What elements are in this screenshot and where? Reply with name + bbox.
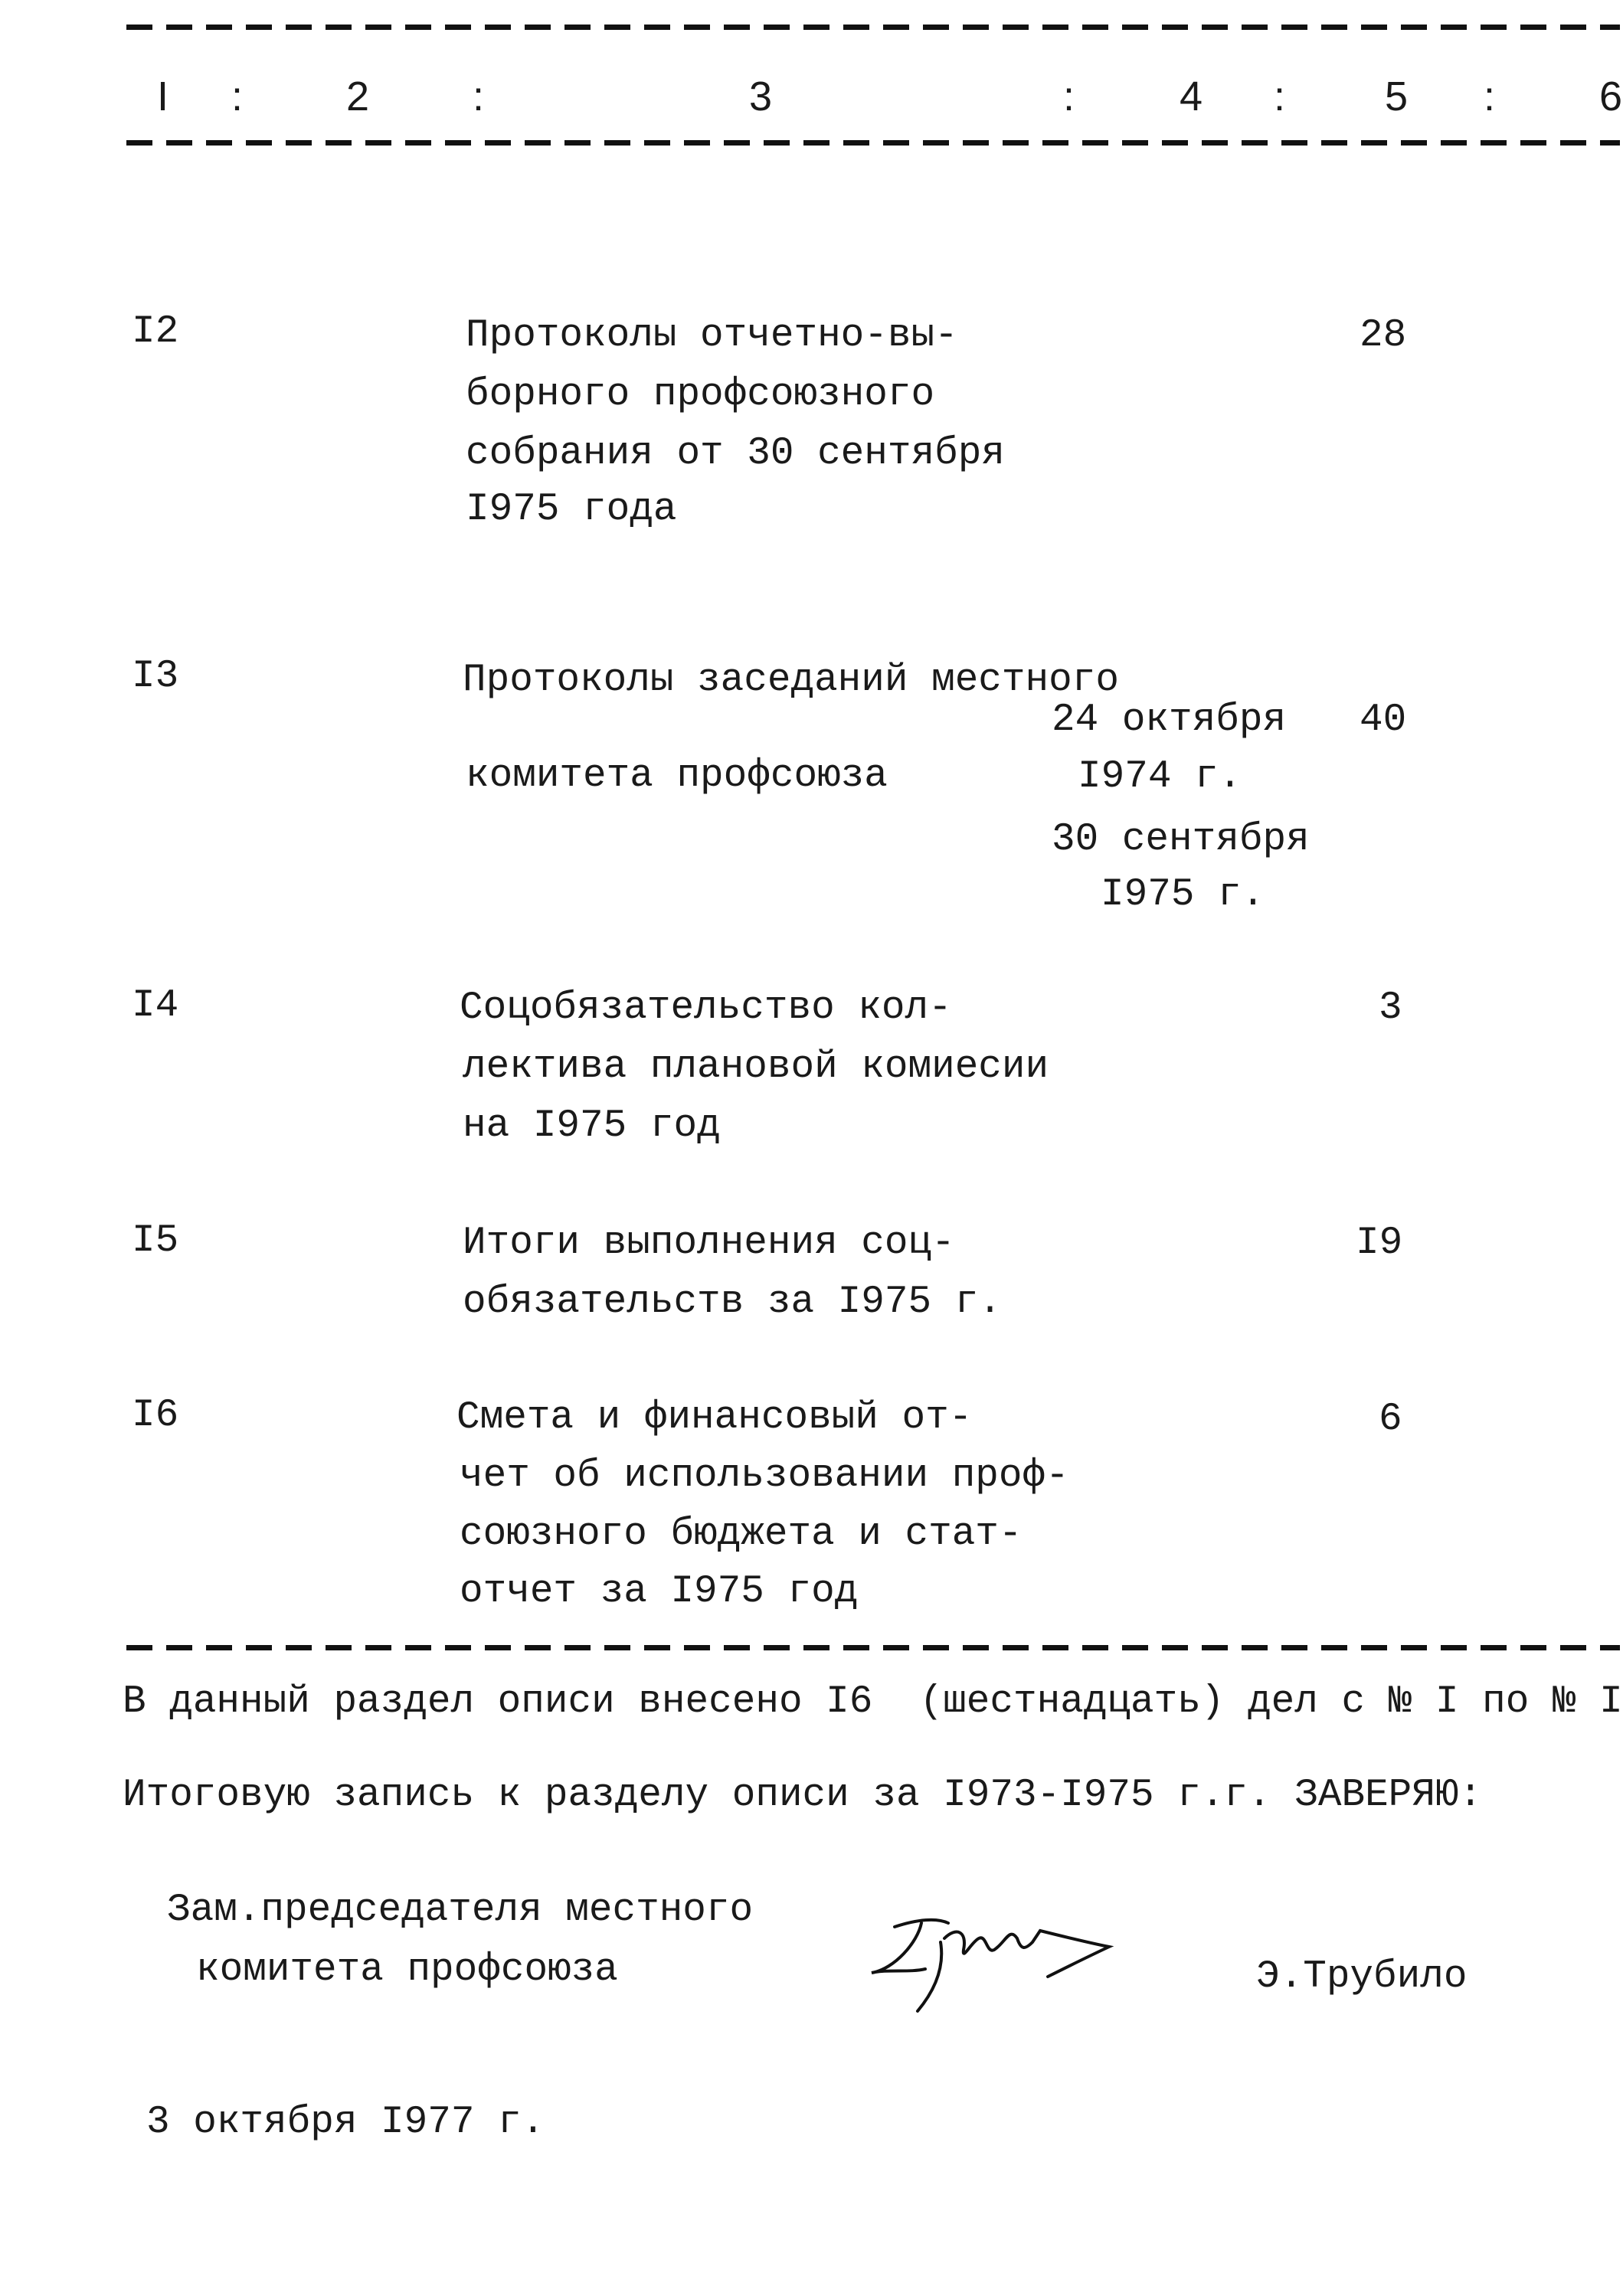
row-title-line: лектива плановой комиесии bbox=[463, 1045, 1049, 1089]
row-count: 40 bbox=[1360, 698, 1407, 742]
col-sep: : bbox=[1063, 74, 1075, 119]
signer-name: Э.Трубило bbox=[1256, 1955, 1468, 1999]
col-sep: : bbox=[473, 74, 485, 119]
divider-bottom bbox=[126, 1645, 1620, 1650]
row-title-line: I975 года bbox=[466, 488, 677, 531]
col-sep: : bbox=[1484, 74, 1496, 119]
row-count: 6 bbox=[1379, 1398, 1402, 1441]
row-date: I975 г. bbox=[1101, 873, 1265, 917]
col-4: 4 bbox=[1180, 74, 1203, 119]
row-number: I6 bbox=[132, 1394, 179, 1437]
row-title-line: чет об использовании проф- bbox=[460, 1454, 1069, 1498]
col-5: 5 bbox=[1385, 74, 1409, 119]
col-3: 3 bbox=[749, 74, 773, 119]
row-title-line: собрания от 30 сентября bbox=[466, 432, 1005, 476]
col-sep: : bbox=[231, 74, 244, 119]
row-title-line: на I975 год bbox=[463, 1104, 721, 1148]
row-title-line: Соцобязательство кол- bbox=[460, 986, 952, 1030]
row-number: I2 bbox=[132, 310, 179, 354]
row-number: I4 bbox=[132, 984, 179, 1028]
row-title-line: Протоколы заседаний местного bbox=[463, 659, 1119, 702]
row-title-line: Протоколы отчетно-вы- bbox=[466, 314, 958, 358]
row-number: I3 bbox=[132, 655, 179, 698]
col-1: I bbox=[157, 74, 169, 119]
signer-position: комитета профсоюза bbox=[196, 1948, 618, 1992]
row-title-line: отчет за I975 год bbox=[460, 1570, 859, 1614]
row-title-line: Смета и финансовый от- bbox=[456, 1396, 973, 1440]
signer-position: Зам.председателя местного bbox=[167, 1889, 754, 1932]
row-count: I9 bbox=[1356, 1222, 1403, 1265]
col-2: 2 bbox=[346, 74, 370, 119]
row-title-line: союзного бюджета и стат- bbox=[460, 1513, 1023, 1556]
row-count: 3 bbox=[1379, 986, 1402, 1030]
row-title-line: Итоги выполнения соц- bbox=[463, 1222, 955, 1265]
row-count: 28 bbox=[1360, 314, 1407, 358]
certify-text: Итоговую запись к разделу описи за I973-I975 г.г. ЗАВЕРЯЮ: bbox=[123, 1774, 1483, 1817]
handwritten-signature bbox=[864, 1896, 1132, 2019]
document-date: 3 октября I977 г. bbox=[146, 2101, 545, 2144]
row-number: I5 bbox=[132, 1219, 179, 1263]
row-title-line: комитета профсоюза bbox=[466, 754, 888, 798]
divider-header bbox=[126, 140, 1620, 146]
col-6: 6 bbox=[1599, 74, 1623, 119]
row-date: I974 г. bbox=[1078, 755, 1242, 799]
row-title-line: борного профсоюзного bbox=[466, 373, 935, 417]
divider-top bbox=[126, 25, 1620, 30]
col-sep: : bbox=[1274, 74, 1286, 119]
summary-text: В данный раздел описи внесено I6 (шестнадцать) дел с № I по № I bbox=[123, 1680, 1623, 1724]
row-title-line: обязательств за I975 г. bbox=[463, 1280, 1002, 1324]
row-date: 24 октября bbox=[1052, 698, 1287, 742]
row-date: 30 сентября bbox=[1052, 818, 1310, 862]
